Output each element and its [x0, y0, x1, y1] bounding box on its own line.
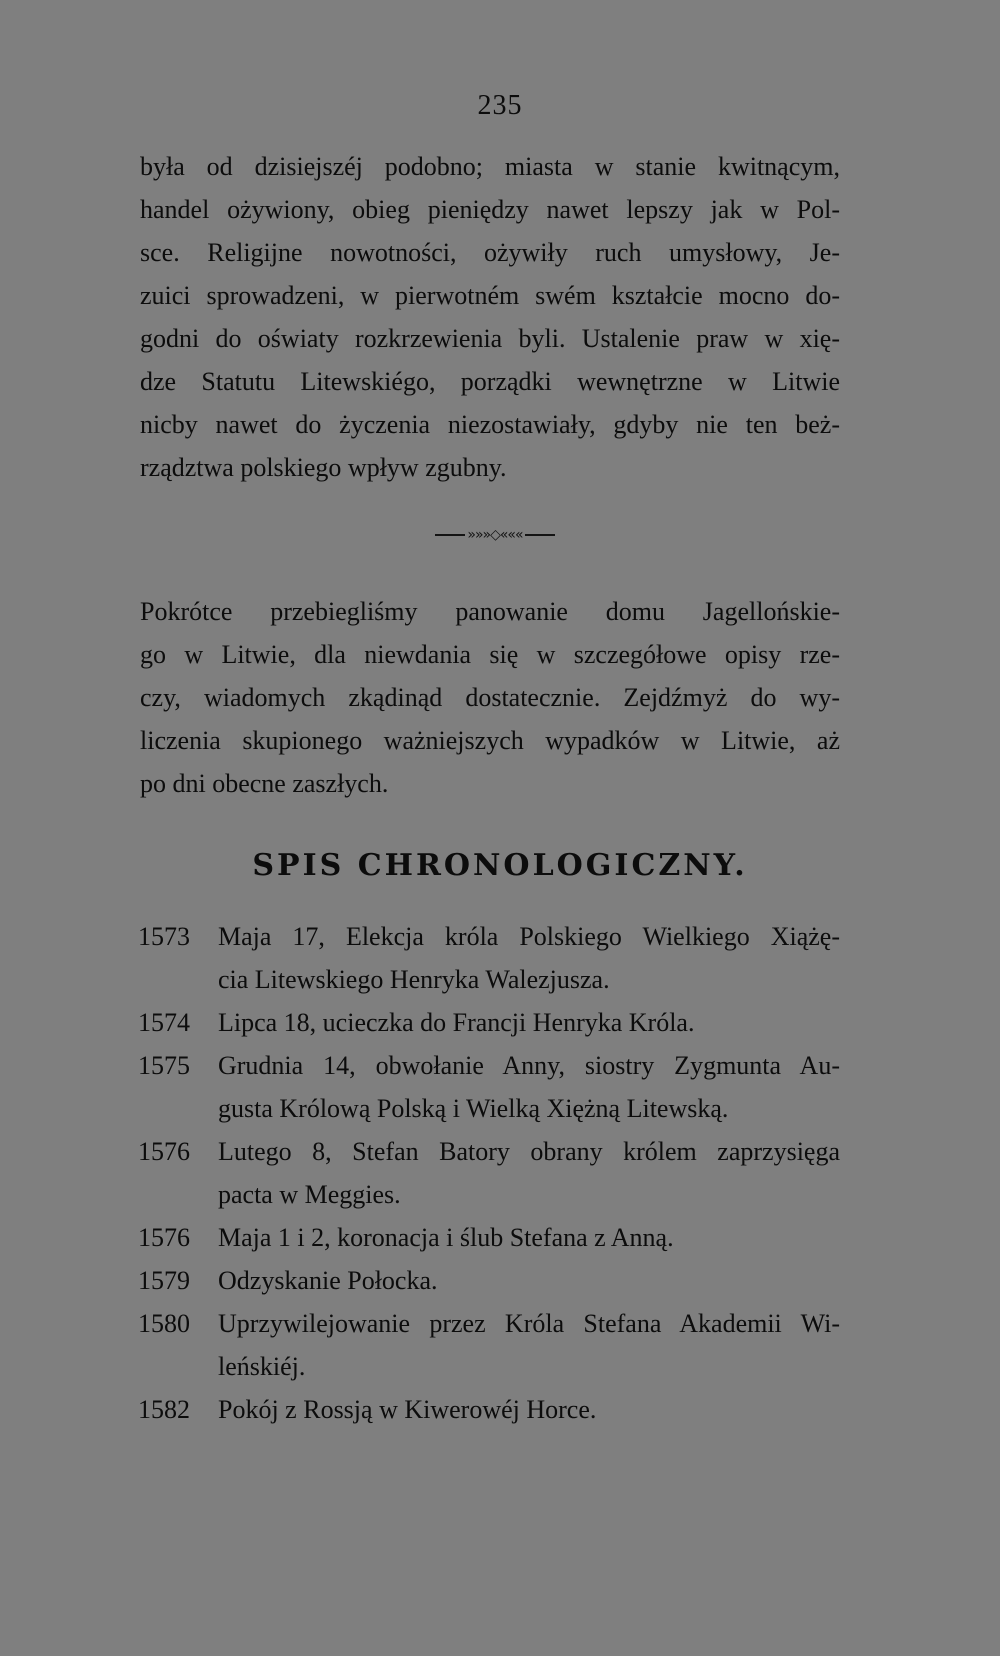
entry-text — [218, 1001, 840, 1044]
section-title: SPIS CHRONOLOGICZNY. — [252, 848, 748, 883]
entry-line: pacta w Meggies. — [218, 1180, 401, 1209]
entry-line: Uprzywilejowanie przez Króla Stefana Akademii Wi- — [218, 1309, 840, 1338]
text-line: liczenia skupionego ważniejszych wypadków w Litwie, aż — [140, 726, 840, 755]
entry-line: Grudnia 14, obwołanie Anny, siostry Zygmunta Au- — [218, 1051, 840, 1080]
entry-year: 1573 — [138, 922, 190, 951]
entry-year: 1579 — [138, 1266, 190, 1295]
page-number: 235 — [477, 90, 523, 121]
entry-line: Pokój z Rossją w Kiwerowéj Horce. — [218, 1395, 597, 1424]
chronology-list — [138, 915, 840, 1431]
text-line: czy, wiadomych zkądinąd dostatecznie. Zejdźmyż do wy- — [140, 683, 840, 712]
text-line: zuici sprowadzeni, w pierwotném swém kształcie mocno do- — [140, 281, 840, 310]
entry-year: 1582 — [138, 1395, 190, 1424]
divider-rule-right — [525, 534, 555, 536]
entry-year: 1576 — [138, 1137, 190, 1166]
entry-year: 1576 — [138, 1223, 190, 1252]
chronology-entry — [138, 1388, 840, 1431]
chronology-entry — [138, 1259, 840, 1302]
text-line: sce. Religijne nowotności, ożywiły ruch umysłowy, Je- — [140, 238, 840, 267]
text-line: po dni obecne zaszłych. — [140, 769, 389, 798]
text-line: dze Statutu Litewskiégo, porządki wewnętrzne w Litwie — [140, 367, 840, 396]
divider-flourish: »»»◇««« — [467, 527, 523, 543]
chronology-entry — [138, 1130, 840, 1216]
entry-year: 1574 — [138, 1008, 190, 1037]
paragraph-summary — [140, 590, 840, 805]
divider-rule-left — [435, 534, 465, 536]
text-line: rządztwa polskiego wpływ zgubny. — [140, 453, 507, 482]
entry-year: 1580 — [138, 1309, 190, 1338]
entry-text — [218, 915, 840, 1001]
entry-line: Odzyskanie Połocka. — [218, 1266, 438, 1295]
text-line: nicby nawet do życzenia niezostawiały, gdyby nie ten beż- — [140, 410, 840, 439]
entry-text — [218, 1044, 840, 1130]
text-line: Pokrótce przebiegliśmy panowanie domu Jagellońskie- — [140, 597, 840, 626]
text-line: go w Litwie, dla niewdania się w szczegółowe opisy rze- — [140, 640, 840, 669]
text-line: handel ożywiony, obieg pieniędzy nawet lepszy jak w Pol- — [140, 195, 840, 224]
entry-text — [218, 1216, 840, 1259]
entry-line: gusta Królową Polską i Wielką Xiężną Litewską. — [218, 1094, 729, 1123]
chronology-entry — [138, 1216, 840, 1259]
entry-text — [218, 1302, 840, 1388]
entry-year: 1575 — [138, 1051, 190, 1080]
entry-line: Maja 1 i 2, koronacja i ślub Stefana z Anną. — [218, 1223, 674, 1252]
entry-line: leńskiéj. — [218, 1352, 306, 1381]
entry-text — [218, 1388, 840, 1431]
entry-line: Maja 17, Elekcja króla Polskiego Wielkiego Xiążę- — [218, 922, 840, 951]
section-divider-ornament — [420, 520, 570, 550]
chronology-entry — [138, 1302, 840, 1388]
entry-line: cia Litewskiego Henryka Walezjusza. — [218, 965, 610, 994]
entry-text — [218, 1259, 840, 1302]
entry-line: Lutego 8, Stefan Batory obrany królem zaprzysięga — [218, 1137, 840, 1166]
chronology-entry — [138, 1001, 840, 1044]
text-line: godni do oświaty rozkrzewienia byli. Ustalenie praw w xię- — [140, 324, 840, 353]
entry-line: Lipca 18, ucieczka do Francji Henryka Króla. — [218, 1008, 695, 1037]
entry-text — [218, 1130, 840, 1216]
chronology-entry — [138, 915, 840, 1001]
chronology-entry — [138, 1044, 840, 1130]
paragraph-history — [140, 145, 840, 489]
text-line: była od dzisiejszéj podobno; miasta w stanie kwitnącym, — [140, 152, 840, 181]
